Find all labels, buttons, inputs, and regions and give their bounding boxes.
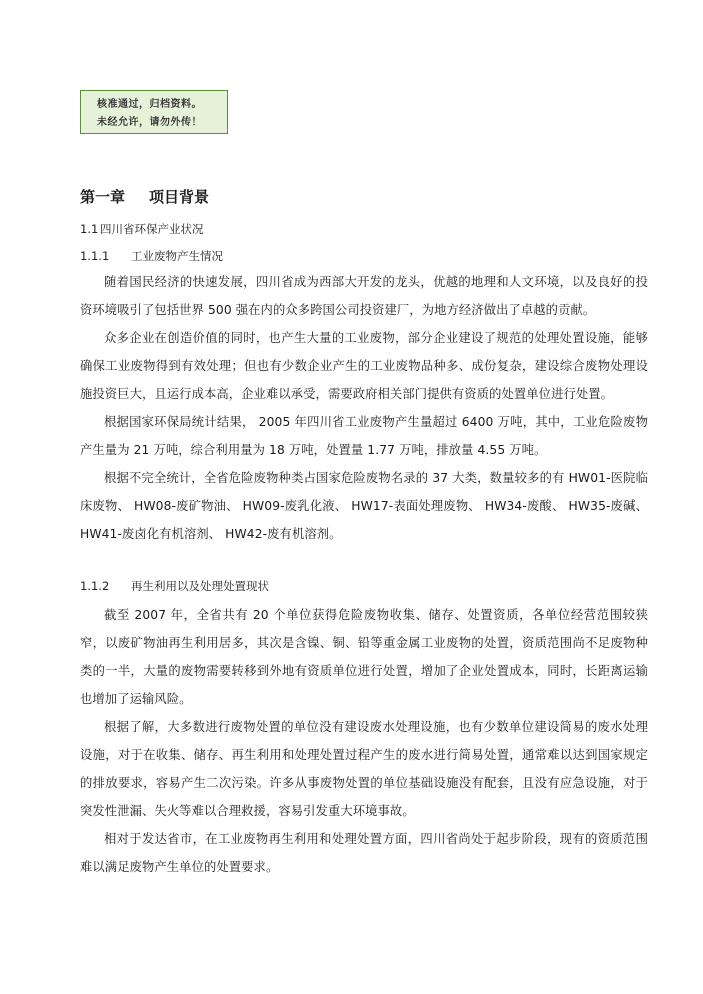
stamp-line-1: 核准通过，归档资料。 (97, 99, 202, 110)
approval-stamp (80, 90, 228, 134)
section-title: 四川省环保产业状况 (100, 222, 204, 236)
section-1-1-1-heading (80, 248, 223, 264)
paragraph: 根据了解，大多数进行废物处置的单位没有建设废水处理设施，也有少数单位建设简易的废水处理设施，对于在收集、储存、再生利用和处理处置过程产生的废水进行简易处置，通常难以达到国家规定的排放要求，容易产生二次污染。许多从事废物处置的单位基础设施没有配套，且没有应急设施，对于突发性泄漏、失火等难以合理救援，容易引发重大环境事故。 (80, 720, 648, 818)
section-1-1-heading (80, 221, 204, 237)
paragraph: 随着国民经济的快速发展，四川省成为西部大开发的龙头，优越的地理和人文环境，以及良好的投资环境吸引了包括世界 500 强在内的众多跨国公司投资建厂，为地方经济做出了卓越的贡献。 (80, 275, 648, 317)
chapter-title: 项目背景 (149, 188, 210, 206)
paragraph: 根据不完全统计，全省危险废物种类占国家危险废物名录的 37 大类，数量较多的有 HW01-医院临床废物、 HW08-废矿物油、 HW09-废乳化液、 HW17-表面处理废物、 HW34-废酸、 HW35-废碱、 HW41-废卤化有机溶剂、 HW42-废有机溶剂。 (80, 471, 648, 541)
paragraph: 截至 2007 年，全省共有 20 个单位获得危险废物收集、储存、处置资质，各单位经营范围较狭窄，以废矿物油再生利用居多，其次是含镍、铜、铅等重金属工业废物的处置，资质范围尚不足废物种类的一半，大量的废物需要转移到外地有资质单位进行处置，增加了企业处置成本，同时，长距离运输也增加了运输风险。 (80, 608, 648, 706)
section-1-1-2-heading (80, 578, 269, 594)
section-number: 1.1.1 (80, 249, 110, 263)
paragraph: 根据国家环保局统计结果， 2005 年四川省工业废物产生量超过 6400 万吨，其中，工业危险废物产生量为 21 万吨，综合利用量为 18 万吨，处置量 1.77 万吨，排放量 4.55 万吨。 (80, 415, 648, 457)
chapter-number: 第一章 (80, 188, 126, 206)
paragraph: 相对于发达省市，在工业废物再生利用和处理处置方面，四川省尚处于起步阶段，现有的资质范围难以满足废物产生单位的处置要求。 (80, 832, 648, 874)
paragraph: 众多企业在创造价值的同时，也产生大量的工业废物，部分企业建设了规范的处理处置设施，能够确保工业废物得到有效处理；但也有少数企业产生的工业废物品种多、成份复杂，建设综合废物处理设施投资巨大，且运行成本高，企业难以承受，需要政府相关部门提供有资质的处置单位进行处置。 (80, 331, 648, 401)
stamp-line-2: 未经允许，请勿外传！ (97, 117, 202, 128)
section-number: 1.1 (80, 222, 99, 236)
section-number: 1.1.2 (80, 579, 110, 593)
section-title: 再生利用以及处理处置现状 (131, 579, 269, 593)
section-title: 工业废物产生情况 (131, 249, 223, 263)
chapter-heading (80, 186, 209, 207)
